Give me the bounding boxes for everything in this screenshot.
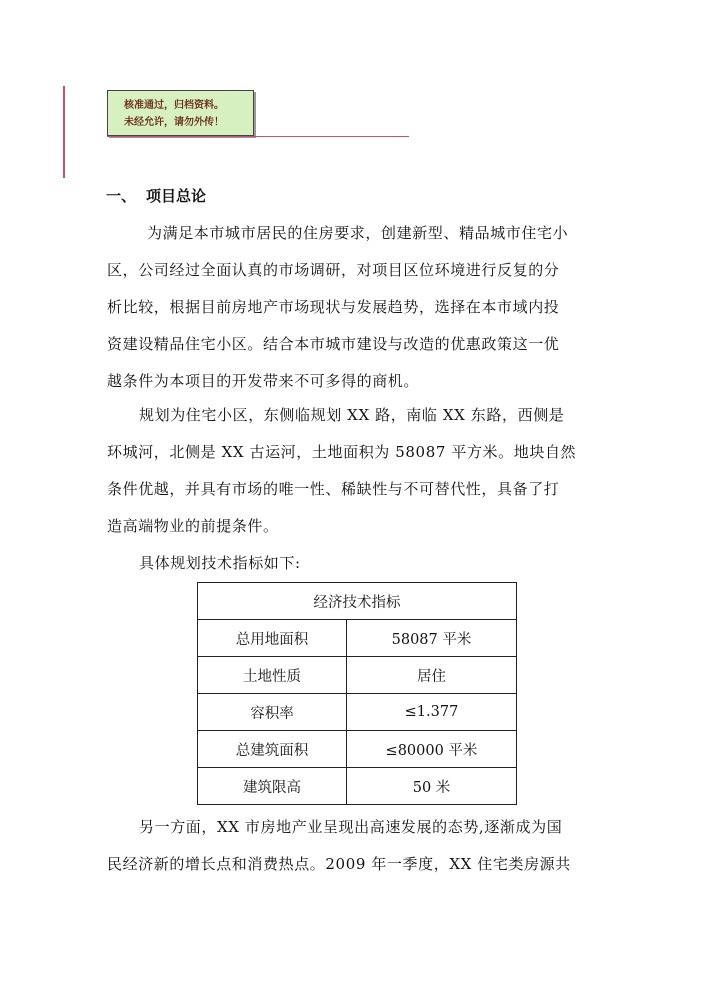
paragraph-line: 具体规划技术指标如下: <box>139 554 301 572</box>
paragraph-line: 规划为住宅小区，东侧临规划 XX 路，南临 XX 东路，西侧是 <box>139 406 565 424</box>
table-header-row <box>198 583 517 620</box>
paragraph-line: 条件优越，并具有市场的唯一性、稀缺性与不可替代性，具备了打 <box>107 480 560 498</box>
table-value: ≤80000 平米 <box>347 731 517 768</box>
table-row <box>198 731 517 768</box>
paragraph-line: 民经济新的增长点和消费热点。2009 年一季度，XX 住宅类房源共 <box>107 855 571 873</box>
table-label: 土地性质 <box>198 657 347 694</box>
table-row <box>198 620 517 657</box>
paragraph-line: 析比较，根据目前房地产市场现状与发展趋势，选择在本市域内投 <box>107 298 560 316</box>
paragraph-line: 越条件为本项目的开发带来不可多得的商机。 <box>107 372 420 390</box>
section-title: 项目总论 <box>146 187 207 205</box>
spec-table <box>197 582 517 805</box>
table-label: 建筑限高 <box>198 768 347 805</box>
table-value: ≤1.377 <box>347 694 517 731</box>
table-row <box>198 694 517 731</box>
paragraph-line: 造高端物业的前提条件。 <box>107 517 279 535</box>
paragraph-line: 资建设精品住宅小区。结合本市城市建设与改造的优惠政策这一优 <box>107 335 560 353</box>
table-row <box>198 768 517 805</box>
paragraph-line: 为满足本市城市居民的住房要求，创建新型、精品城市住宅小 <box>147 224 569 242</box>
section-heading <box>106 185 206 206</box>
paragraph-4 <box>107 809 597 883</box>
table-label: 容积率 <box>198 694 347 731</box>
paragraph-line: 另一方面，XX 市房地产业呈现出高速发展的态势,逐渐成为国 <box>139 818 563 836</box>
stamp-line-1: 核准通过，归档资料。 <box>124 100 224 111</box>
table-row <box>198 657 517 694</box>
header-rule <box>107 136 409 137</box>
table-value: 58087 平米 <box>347 620 517 657</box>
stamp-line-2: 未经允许，请勿外传！ <box>124 117 224 128</box>
table-value: 居住 <box>347 657 517 694</box>
section-number: 一、 <box>106 187 137 205</box>
paragraph-1 <box>107 215 597 400</box>
table-label: 总用地面积 <box>198 620 347 657</box>
table-value: 50 米 <box>347 768 517 805</box>
table-title: 经济技术指标 <box>198 583 517 620</box>
paragraph-line: 区，公司经过全面认真的市场调研，对项目区位环境进行反复的分 <box>107 261 560 279</box>
paragraph-2 <box>107 397 597 545</box>
paragraph-3 <box>107 545 597 582</box>
margin-line <box>63 86 65 178</box>
table-label: 总建筑面积 <box>198 731 347 768</box>
paragraph-line: 环城河，北侧是 XX 古运河，土地面积为 58087 平方米。地块自然 <box>107 443 577 461</box>
approval-stamp <box>107 90 254 136</box>
